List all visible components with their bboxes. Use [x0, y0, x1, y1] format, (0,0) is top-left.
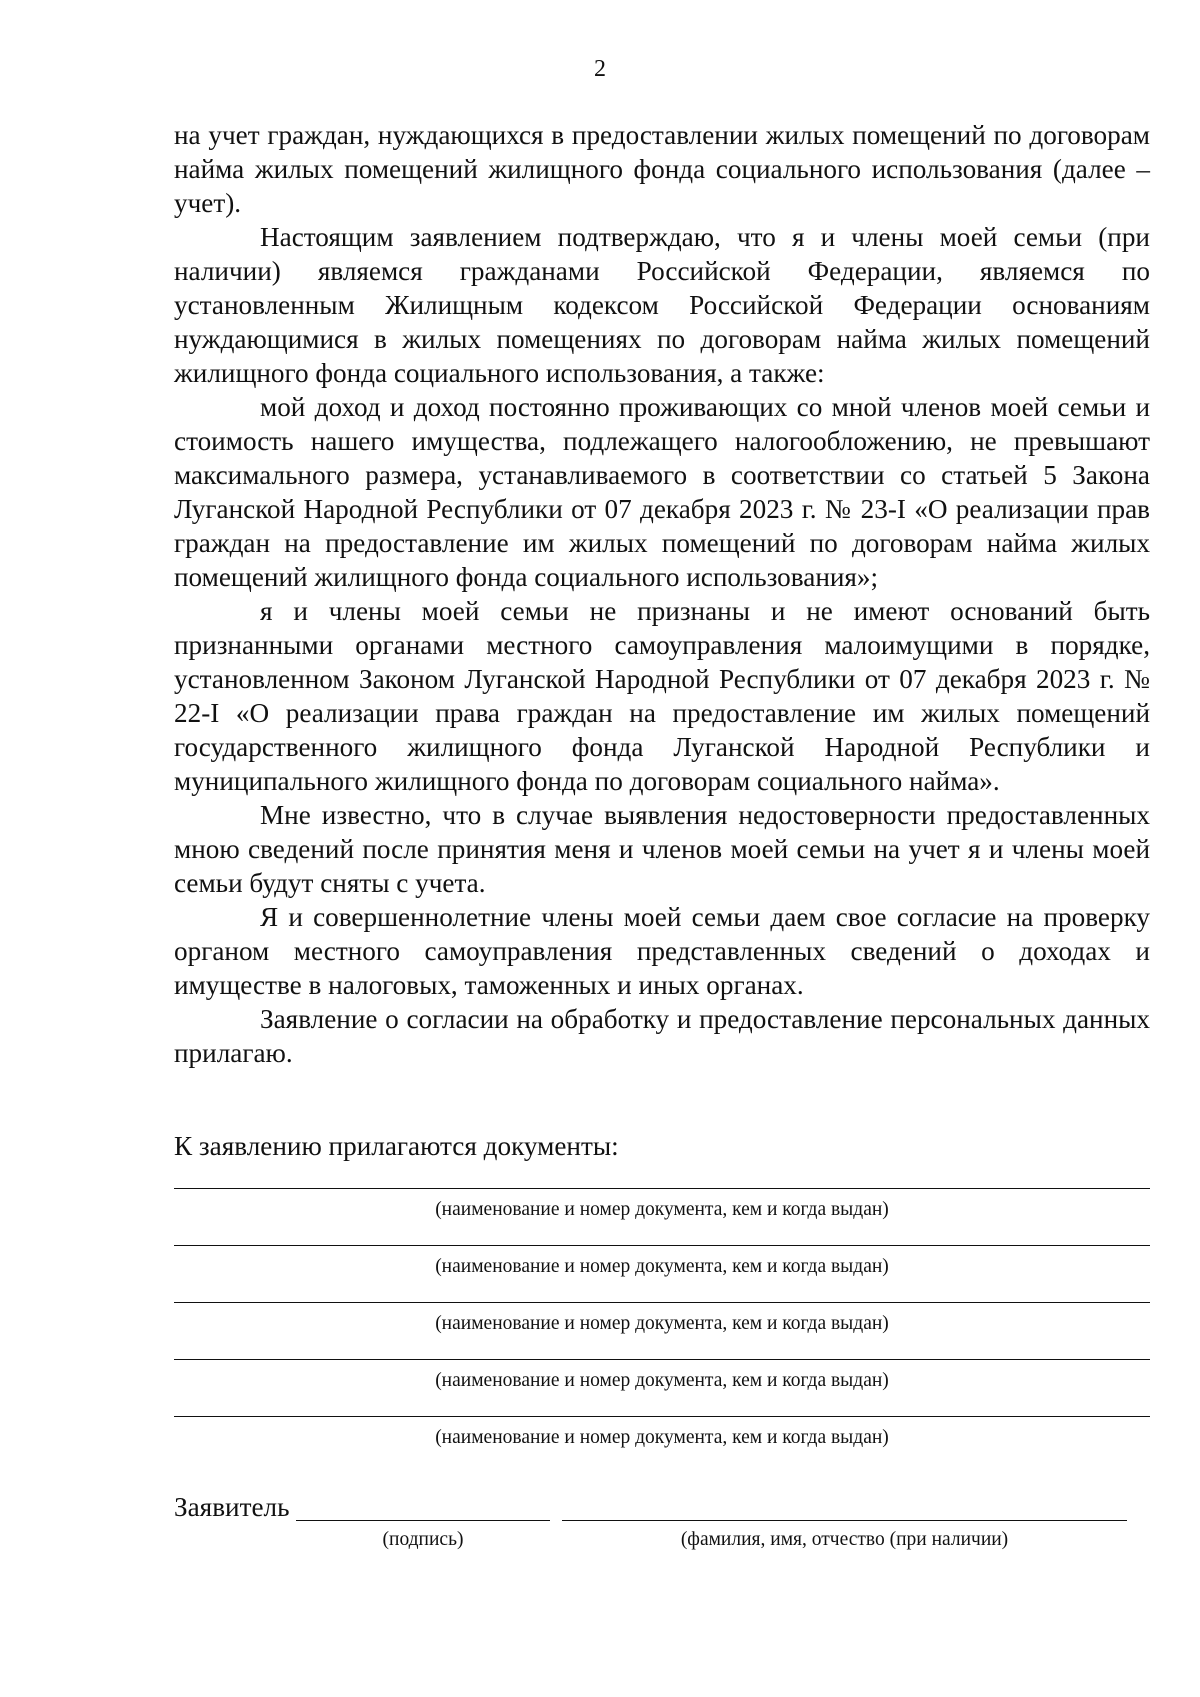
- attachment-caption: (наименование и номер документа, кем и когда выдан): [435, 1199, 889, 1220]
- paragraph-false-info-warning: Мне известно, что в случае выявления недостоверности предоставленных мною сведений после принятия меня и членов моей семьи на учет я и члены моей семьи будут сняты с учета.: [174, 800, 1150, 898]
- attachment-line-5[interactable]: [174, 1416, 1150, 1460]
- attachment-caption: (наименование и номер документа, кем и когда выдан): [435, 1313, 889, 1334]
- attachment-rule: [174, 1359, 1150, 1360]
- attachment-caption: (наименование и номер документа, кем и когда выдан): [435, 1370, 889, 1391]
- attachment-caption: (наименование и номер документа, кем и когда выдан): [435, 1427, 889, 1448]
- attachment-caption: (наименование и номер документа, кем и когда выдан): [435, 1256, 889, 1277]
- attachment-line-2[interactable]: [174, 1245, 1150, 1289]
- attachment-line-4[interactable]: [174, 1359, 1150, 1403]
- full-name-line[interactable]: [562, 1520, 1127, 1521]
- applicant-signature-block: [174, 1490, 1150, 1560]
- paragraph-personal-data-consent: Заявление о согласии на обработку и предоставление персональных данных прилагаю.: [174, 1004, 1150, 1068]
- attachment-rule: [174, 1245, 1150, 1246]
- page-number: 2: [594, 56, 606, 82]
- attachment-rule: [174, 1416, 1150, 1417]
- paragraph-low-income-status: я и члены моей семьи не признаны и не имеют оснований быть признанными органами местного самоуправления малоимущими в порядке, установленном Законом Луганской Народной Республики от 07 декабря 2023 г. № 22-I «О реализации права граждан на предоставление им жилых помещений государственного жилищного фонда Луганской Народной Республики и муниципального жилищного фонда по договорам социального найма».: [174, 596, 1150, 796]
- paragraph-confirmation: Настоящим заявлением подтверждаю, что я и члены моей семьи (при наличии) являемся гражданами Российской Федерации, являемся по установленным Жилищным кодексом Российской Федерации основаниям нуждающимися в жилых помещениях по договорам найма жилых помещений жилищного фонда социального использования, а также:: [174, 222, 1150, 388]
- attachments-heading: К заявлению прилагаются документы:: [174, 1131, 619, 1161]
- paragraph-continuation: на учет граждан, нуждающихся в предоставлении жилых помещений по договорам найма жилых помещений жилищного фонда социального использования (далее – учет).: [174, 120, 1150, 218]
- full-name-caption: (фамилия, имя, отчество (при наличии): [680, 1529, 1009, 1550]
- attachment-line-3[interactable]: [174, 1302, 1150, 1346]
- applicant-label: Заявитель: [174, 1492, 290, 1522]
- attachment-rule: [174, 1188, 1150, 1189]
- signature-line[interactable]: [296, 1520, 550, 1521]
- signature-caption: (подпись): [382, 1529, 464, 1550]
- attachment-rule: [174, 1302, 1150, 1303]
- paragraph-verification-consent: Я и совершеннолетние члены моей семьи даем свое согласие на проверку органом местного самоуправления представленных сведений о доходах и имуществе в налоговых, таможенных и иных органах.: [174, 902, 1150, 1000]
- document-body: [174, 118, 1150, 1070]
- attachment-line-1[interactable]: [174, 1188, 1150, 1232]
- paragraph-income: мой доход и доход постоянно проживающих со мной членов моей семьи и стоимость нашего имущества, подлежащего налогообложению, не превышают максимального размера, устанавливаемого в соответствии со статьей 5 Закона Луганской Народной Республики от 07 декабря 2023 г. № 23-I «О реализации прав граждан на предоставление им жилых помещений по договорам найма жилых помещений жилищного фонда социального использования»;: [174, 392, 1150, 592]
